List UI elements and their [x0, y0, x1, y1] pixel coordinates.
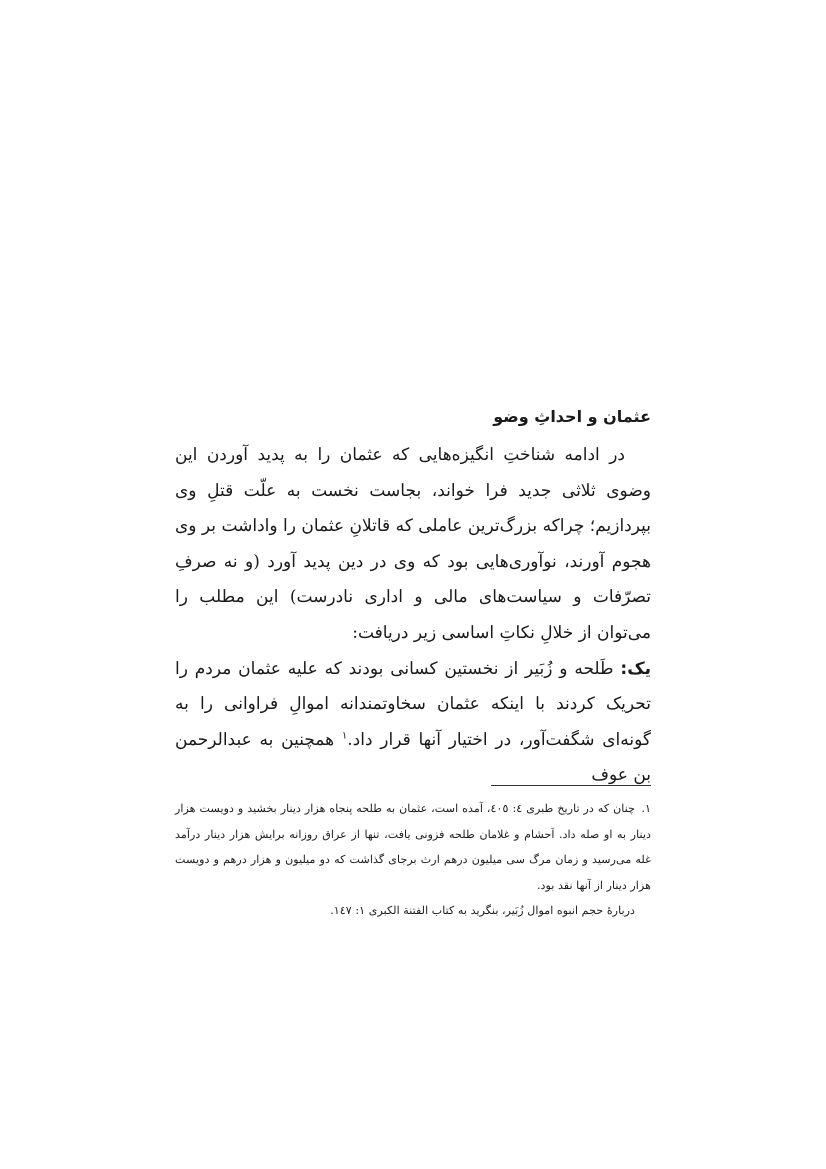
footnote-1-text: چنان که در تاریخ طبری ٤: ٤٠٥، آمده است، عثمان به طلحه پنجاه هزار دینار بخشید و دویست هزار دینار به او صله داد. اَحشام و غلامان طلحه فزونی یافت، تنها از عراق روزانه برایش هزار دینار درآمد غله می‌رسید و زمان مرگ سی میلیون درهم ارث برجای گذاشت که دو میلیون و هزار درهم و دویست هزار دینار از آنها نقد بود.: [175, 802, 651, 892]
paragraph-intro-text: در ادامه شناختِ انگیزه‌هایی که عثمان را به پدید آوردن این وضوی ثلاثی جدید فرا خواند، بجاست نخست به علّت قتلِ وی بپردازیم؛ چراکه بزرگ‌ترین عاملی که قاتلانِ عثمان را واداشت بر وی هجوم آورند، نوآوری‌هایی بود که وی در دین پدید آورد (و نه صرفِ تصرّفات و سیاست‌های مالی و اداری نادرست) این مطلب را می‌توان از خلالِ نکاتِ اساسی زیر دریافت:: [175, 445, 651, 643]
footnote-divider: [491, 785, 651, 786]
footnote-1-continuation: [175, 898, 651, 924]
footnotes-block: [175, 796, 651, 924]
point-one-continuation: همچنین به عبدالرحمن بن عوف: [175, 729, 651, 786]
main-text-block: [175, 402, 651, 794]
section-title: عثمان و احداثِ وضو: [493, 407, 651, 426]
footnote-1-extra-text: دربارهٔ حجم انبوه اموال زُبَیر، بنگرید به کتاب الفتنة الکبری ١: ١٤٧.: [330, 904, 635, 918]
footnote-number: ۱.: [641, 802, 651, 815]
footnote-1: [175, 796, 651, 898]
paragraph-point-one: [175, 652, 651, 794]
footnote-reference[interactable]: ۱: [341, 730, 348, 742]
point-one-text: طَلحه و زُبَیر از نخستین کسانی بودند که علیه عثمان مردم را تحریک کردند با اینکه عثمان سخاوتمندانه اموالِ فراوانی را به گونه‌ای شگفت‌آور، در اختیار آنها قرار داد.: [175, 658, 651, 750]
paragraph-intro: [175, 438, 651, 652]
point-one-label: یک:: [620, 658, 651, 679]
